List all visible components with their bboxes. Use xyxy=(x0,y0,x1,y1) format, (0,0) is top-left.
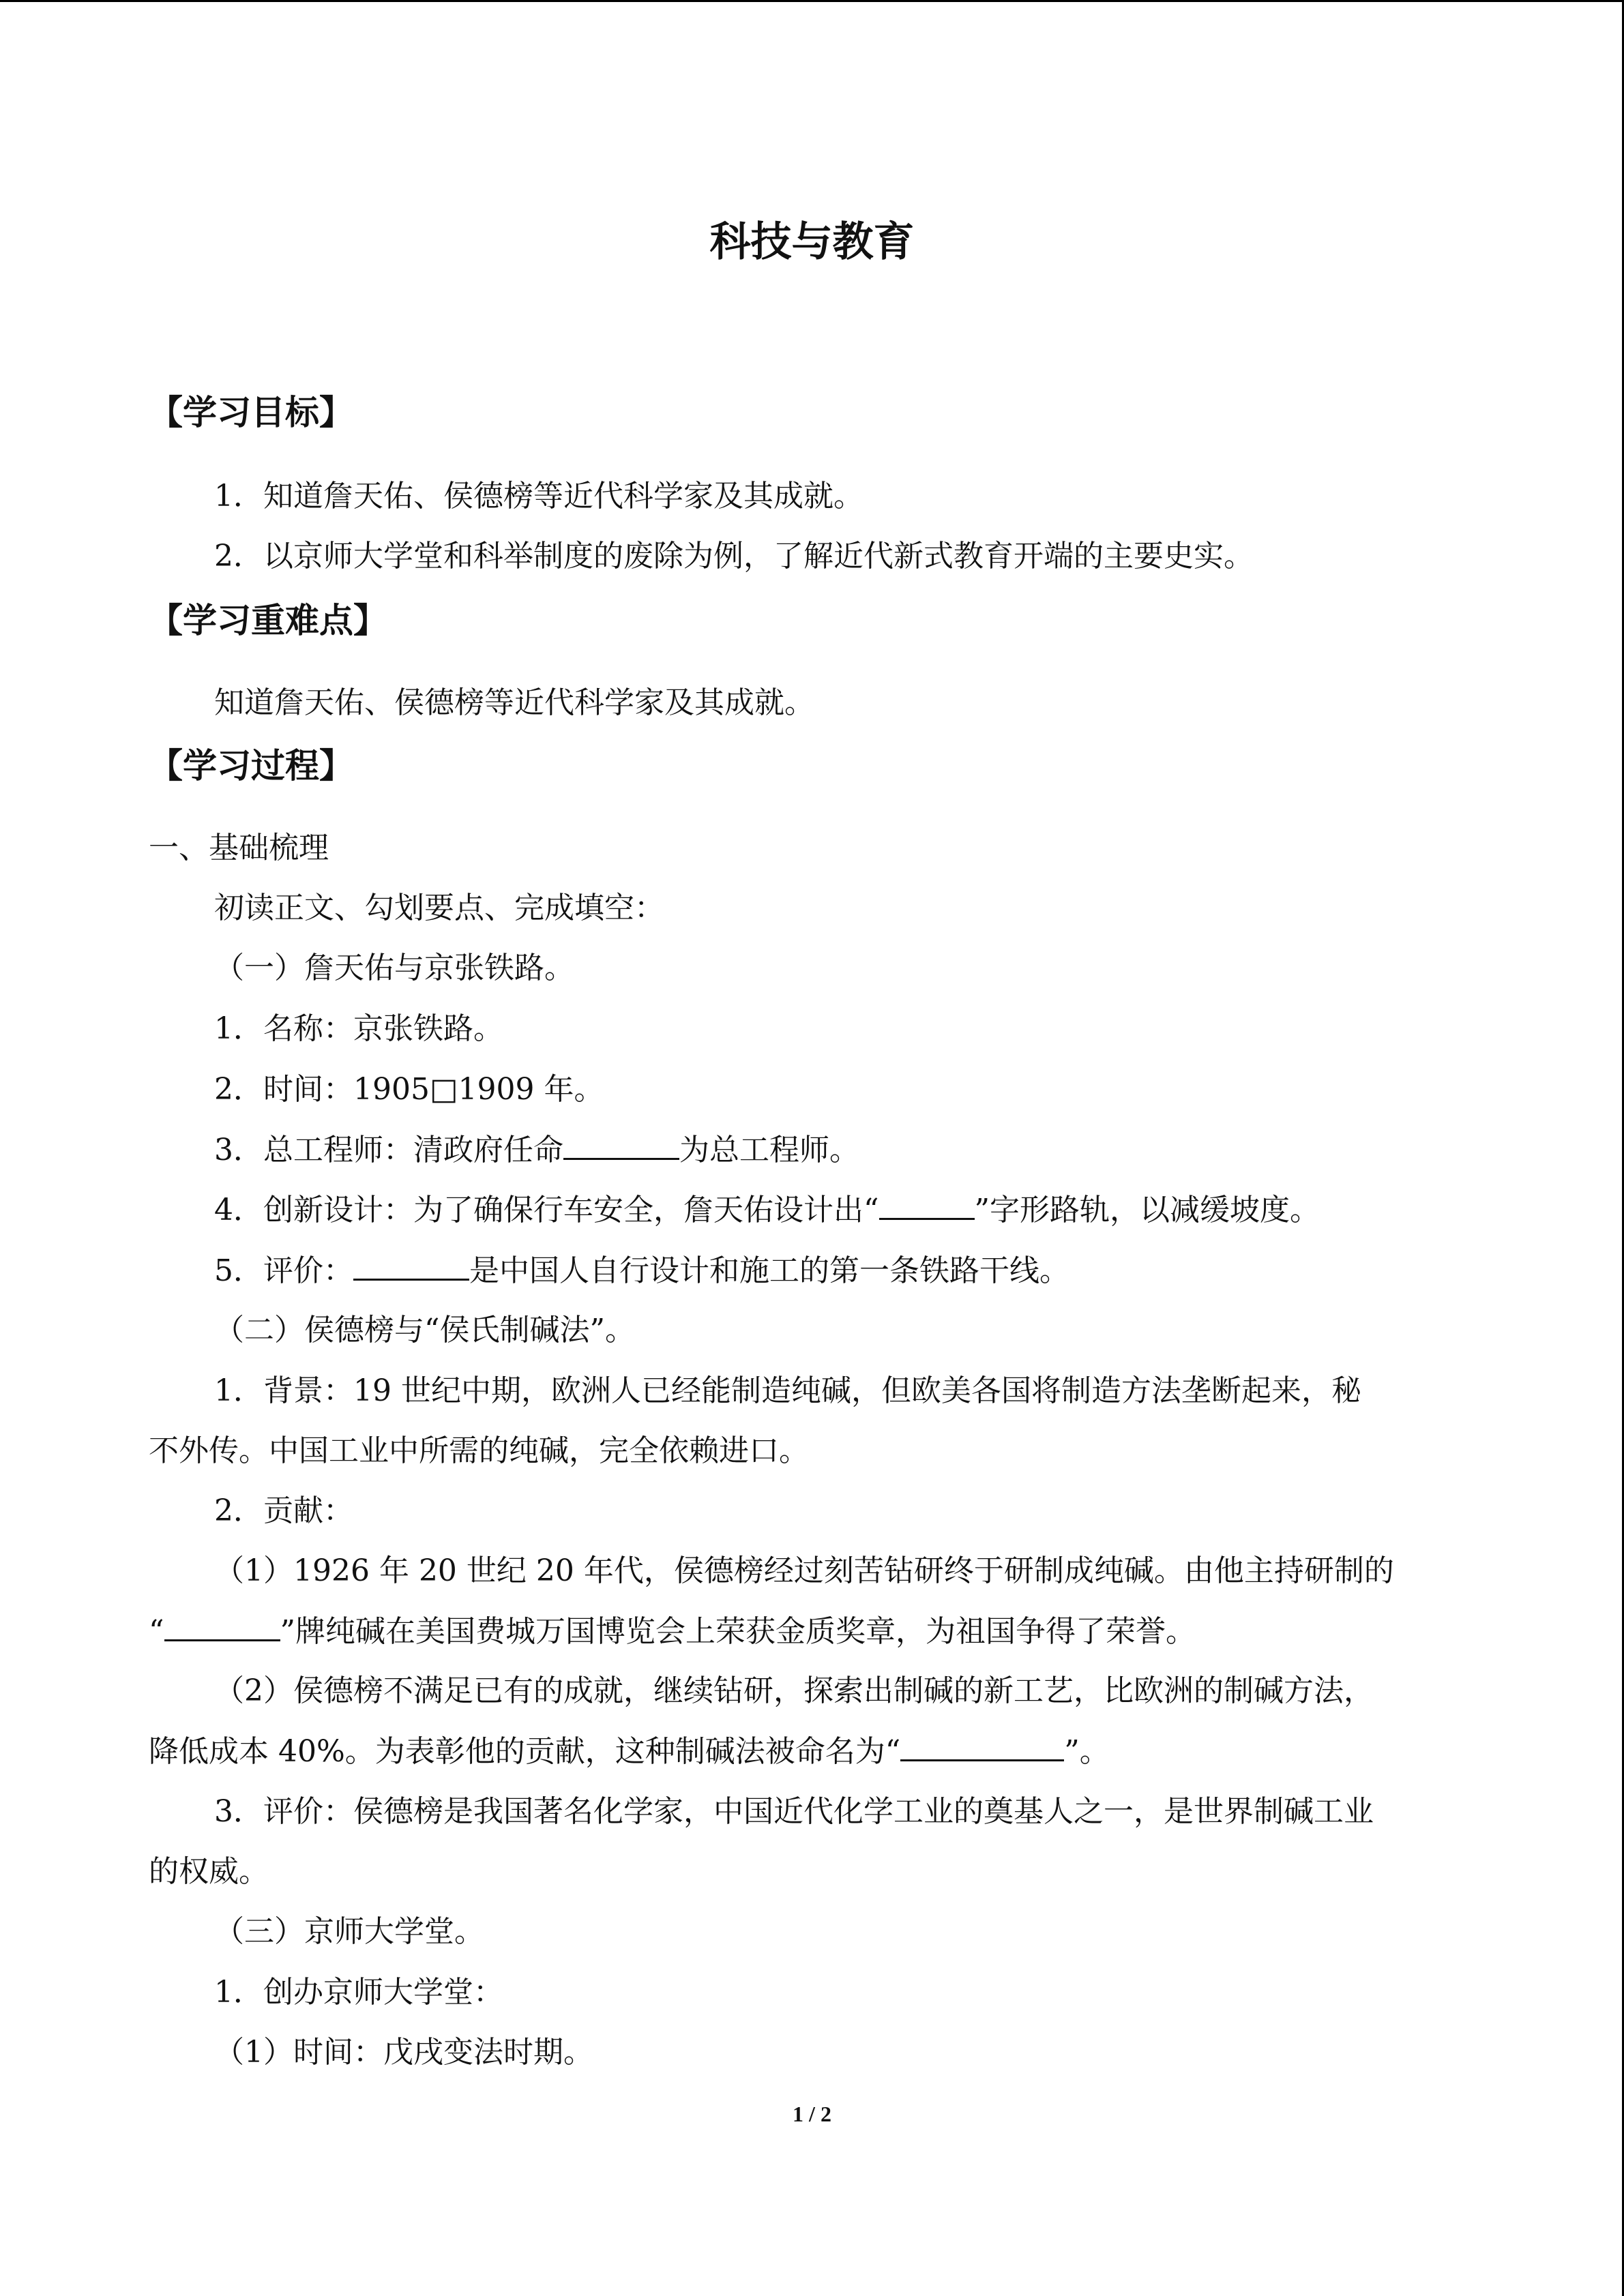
hou-item-background-line-1: 1．背景：19 世纪中期，欧洲人已经能制造纯碱，但欧美各国将制造方法垄断起来，秘 xyxy=(214,1373,1361,1408)
brand-text-before: “ xyxy=(149,1614,164,1649)
hou-item-background-line-2: 不外传。中国工业中所需的纯碱，完全依赖进口。 xyxy=(149,1433,809,1468)
hou-contribution-2-line-2 xyxy=(149,1731,1110,1772)
section-heading-key-points: 【学习重难点】 xyxy=(149,601,387,640)
section-heading-goals: 【学习目标】 xyxy=(149,393,353,432)
brand-blank[interactable] xyxy=(164,1611,280,1641)
subsection-heading-hou: （二）侯德榜与“侯氏制碱法”。 xyxy=(214,1313,635,1347)
hou-item-contribution: 2．贡献： xyxy=(214,1493,353,1528)
page-title: 科技与教育 xyxy=(709,218,915,266)
design-text-after: ”字形路轨，以减缓坡度。 xyxy=(974,1193,1320,1227)
zhan-item-time: 2．时间：1905□1909 年。 xyxy=(214,1072,604,1107)
design-blank[interactable] xyxy=(879,1189,975,1220)
zhan-item-evaluation xyxy=(214,1250,1069,1292)
hou-evaluation-line-2: 的权威。 xyxy=(149,1854,269,1889)
key-point-item: 知道詹天佑、侯德榜等近代科学家及其成就。 xyxy=(214,685,814,720)
goal-item-2: 2．以京师大学堂和科举制度的废除为例，了解近代新式教育开端的主要史实。 xyxy=(214,539,1254,573)
hou-evaluation-line-1: 3．评价：侯德榜是我国著名化学家，中国近代化学工业的奠基人之一，是世界制碱工业 xyxy=(214,1794,1374,1829)
engineer-text-before: 3．总工程师：清政府任命 xyxy=(214,1133,563,1167)
zhan-item-name: 1．名称：京张铁路。 xyxy=(214,1011,503,1046)
method-text-after: ”。 xyxy=(1064,1734,1110,1769)
goal-item-1: 1．知道詹天佑、侯德榜等近代科学家及其成就。 xyxy=(214,479,863,513)
engineer-blank[interactable] xyxy=(563,1129,679,1160)
section-heading-process: 【学习过程】 xyxy=(149,746,353,786)
hou-contribution-1-line-1: （1）1926 年 20 世纪 20 年代，侯德榜经过刻苦钻研终于研制成纯碱。由他主持研制的 xyxy=(214,1553,1394,1588)
hou-contribution-1-line-2 xyxy=(149,1611,1196,1652)
university-item-founding: 1．创办京师大学堂： xyxy=(214,1975,503,2010)
method-blank[interactable] xyxy=(900,1731,1064,1761)
part-heading-basics: 一、基础梳理 xyxy=(149,831,329,865)
hou-contribution-2-line-1: （2）侯德榜不满足已有的成就，继续钻研，探索出制碱的新工艺，比欧洲的制碱方法， xyxy=(214,1673,1374,1708)
subsection-heading-zhan: （一）詹天佑与京张铁路。 xyxy=(214,951,574,985)
engineer-text-after: 为总工程师。 xyxy=(679,1133,859,1167)
intro-instruction: 初读正文、勾划要点、完成填空： xyxy=(214,891,664,925)
university-item-time: （1）时间：戊戌变法时期。 xyxy=(214,2035,593,2070)
zhan-item-engineer xyxy=(214,1129,859,1171)
evaluation-text-after: 是中国人自行设计和施工的第一条铁路干线。 xyxy=(469,1253,1069,1288)
evaluation-text-before: 5．评价： xyxy=(214,1253,353,1288)
brand-text-after: ”牌纯碱在美国费城万国博览会上荣获金质奖章，为祖国争得了荣誉。 xyxy=(280,1614,1196,1649)
subsection-heading-university: （三）京师大学堂。 xyxy=(214,1914,484,1949)
method-text-before: 降低成本 40%。为表彰他的贡献，这种制碱法被命名为“ xyxy=(149,1734,901,1769)
zhan-item-design xyxy=(214,1189,1320,1231)
page-number: 1 / 2 xyxy=(793,2102,831,2126)
design-text-before: 4．创新设计：为了确保行车安全，詹天佑设计出“ xyxy=(214,1193,879,1227)
evaluation-blank[interactable] xyxy=(353,1250,469,1281)
